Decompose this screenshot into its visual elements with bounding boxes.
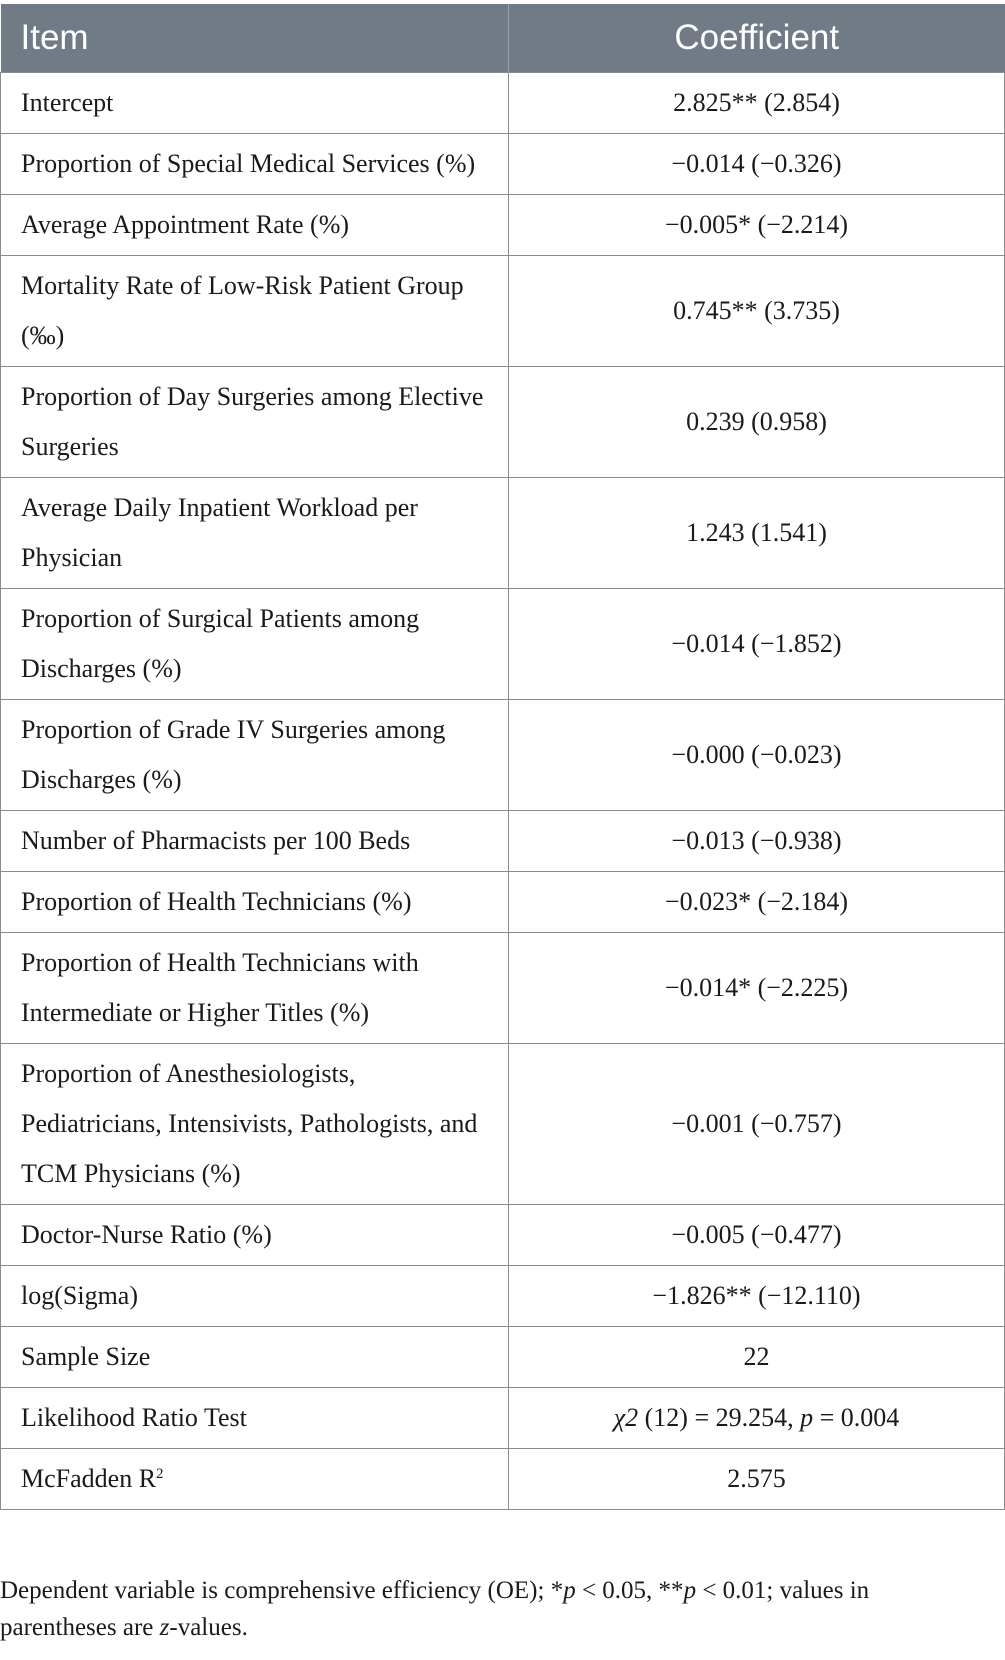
- row-coefficient: −0.023* (−2.184): [509, 872, 1005, 933]
- row-coefficient: 0.239 (0.958): [509, 367, 1005, 478]
- table-row: [1, 933, 1005, 1044]
- chi-symbol: χ2: [613, 1403, 639, 1432]
- mcfadden-value: 2.575: [509, 1449, 1005, 1510]
- table-row: [1, 1044, 1005, 1205]
- table-footnote: [0, 1572, 990, 1646]
- row-coefficient: −0.005* (−2.214): [509, 195, 1005, 256]
- row-item: Average Daily Inpatient Workload per Physician: [1, 478, 509, 589]
- row-item: Average Appointment Rate (%): [1, 195, 509, 256]
- table-row: [1, 811, 1005, 872]
- table-row: [1, 1327, 1005, 1388]
- row-item: Proportion of Health Technicians (%): [1, 872, 509, 933]
- row-coefficient: −0.001 (−0.757): [509, 1044, 1005, 1205]
- footnote-text-1: Dependent variable is comprehensive efficiency (OE); *: [0, 1577, 564, 1604]
- table-row: [1, 256, 1005, 367]
- mcfadden-label: [1, 1449, 509, 1510]
- likelihood-ratio-value: [509, 1388, 1005, 1449]
- table-row: [1, 73, 1005, 134]
- footnote-p-2: p: [683, 1577, 697, 1604]
- header-item: Item: [1, 4, 509, 73]
- likelihood-ratio-row: [1, 1388, 1005, 1449]
- footnote-text-2: < 0.05, **: [575, 1577, 684, 1604]
- table-row: [1, 700, 1005, 811]
- regression-table-container: [0, 4, 1004, 1510]
- table-row: [1, 367, 1005, 478]
- likelihood-stat: (12) = 29.254,: [638, 1403, 801, 1432]
- row-coefficient: −1.826** (−12.110): [509, 1266, 1005, 1327]
- row-coefficient: 0.745** (3.735): [509, 256, 1005, 367]
- table-row: [1, 478, 1005, 589]
- row-coefficient: 22: [509, 1327, 1005, 1388]
- row-coefficient: 1.243 (1.541): [509, 478, 1005, 589]
- footnote-z: z: [159, 1614, 170, 1641]
- mcfadden-row: [1, 1449, 1005, 1510]
- row-coefficient: −0.013 (−0.938): [509, 811, 1005, 872]
- row-item: Mortality Rate of Low-Risk Patient Group (‰): [1, 256, 509, 367]
- table-row: [1, 872, 1005, 933]
- table-row: [1, 589, 1005, 700]
- likelihood-pvalue: = 0.004: [813, 1403, 900, 1432]
- row-item: Doctor-Nurse Ratio (%): [1, 1205, 509, 1266]
- row-coefficient: 2.825** (2.854): [509, 73, 1005, 134]
- row-item: Proportion of Grade IV Surgeries among Discharges (%): [1, 700, 509, 811]
- row-item: Number of Pharmacists per 100 Beds: [1, 811, 509, 872]
- row-item: log(Sigma): [1, 1266, 509, 1327]
- table-body: [1, 73, 1005, 1510]
- row-item: Proportion of Health Technicians with Intermediate or Higher Titles (%): [1, 933, 509, 1044]
- row-coefficient: −0.000 (−0.023): [509, 700, 1005, 811]
- table-row: [1, 134, 1005, 195]
- table-row: [1, 1205, 1005, 1266]
- row-item: Proportion of Surgical Patients among Discharges (%): [1, 589, 509, 700]
- header-row: [1, 4, 1005, 73]
- row-item: Proportion of Special Medical Services (%): [1, 134, 509, 195]
- row-coefficient: −0.014* (−2.225): [509, 933, 1005, 1044]
- footnote-text-4: -values.: [169, 1614, 248, 1641]
- footnote-p-1: p: [563, 1577, 576, 1604]
- row-item: Sample Size: [1, 1327, 509, 1388]
- footnote-text-3: < 0.01; values in parentheses are: [0, 1577, 870, 1641]
- table-row: [1, 1266, 1005, 1327]
- row-coefficient: −0.014 (−1.852): [509, 589, 1005, 700]
- row-coefficient: −0.014 (−0.326): [509, 134, 1005, 195]
- regression-table: [0, 4, 1005, 1510]
- header-coefficient: Coefficient: [509, 4, 1005, 73]
- likelihood-ratio-label: Likelihood Ratio Test: [1, 1388, 509, 1449]
- mcfadden-superscript: 2: [156, 1466, 164, 1482]
- mcfadden-label-text: McFadden R: [21, 1464, 157, 1493]
- table-row: [1, 195, 1005, 256]
- table-header: [1, 4, 1005, 73]
- p-symbol: p: [800, 1403, 814, 1432]
- row-item: Proportion of Anesthesiologists, Pediatricians, Intensivists, Pathologists, and TCM Physicians (%): [1, 1044, 509, 1205]
- row-item: Intercept: [1, 73, 509, 134]
- row-item: Proportion of Day Surgeries among Elective Surgeries: [1, 367, 509, 478]
- row-coefficient: −0.005 (−0.477): [509, 1205, 1005, 1266]
